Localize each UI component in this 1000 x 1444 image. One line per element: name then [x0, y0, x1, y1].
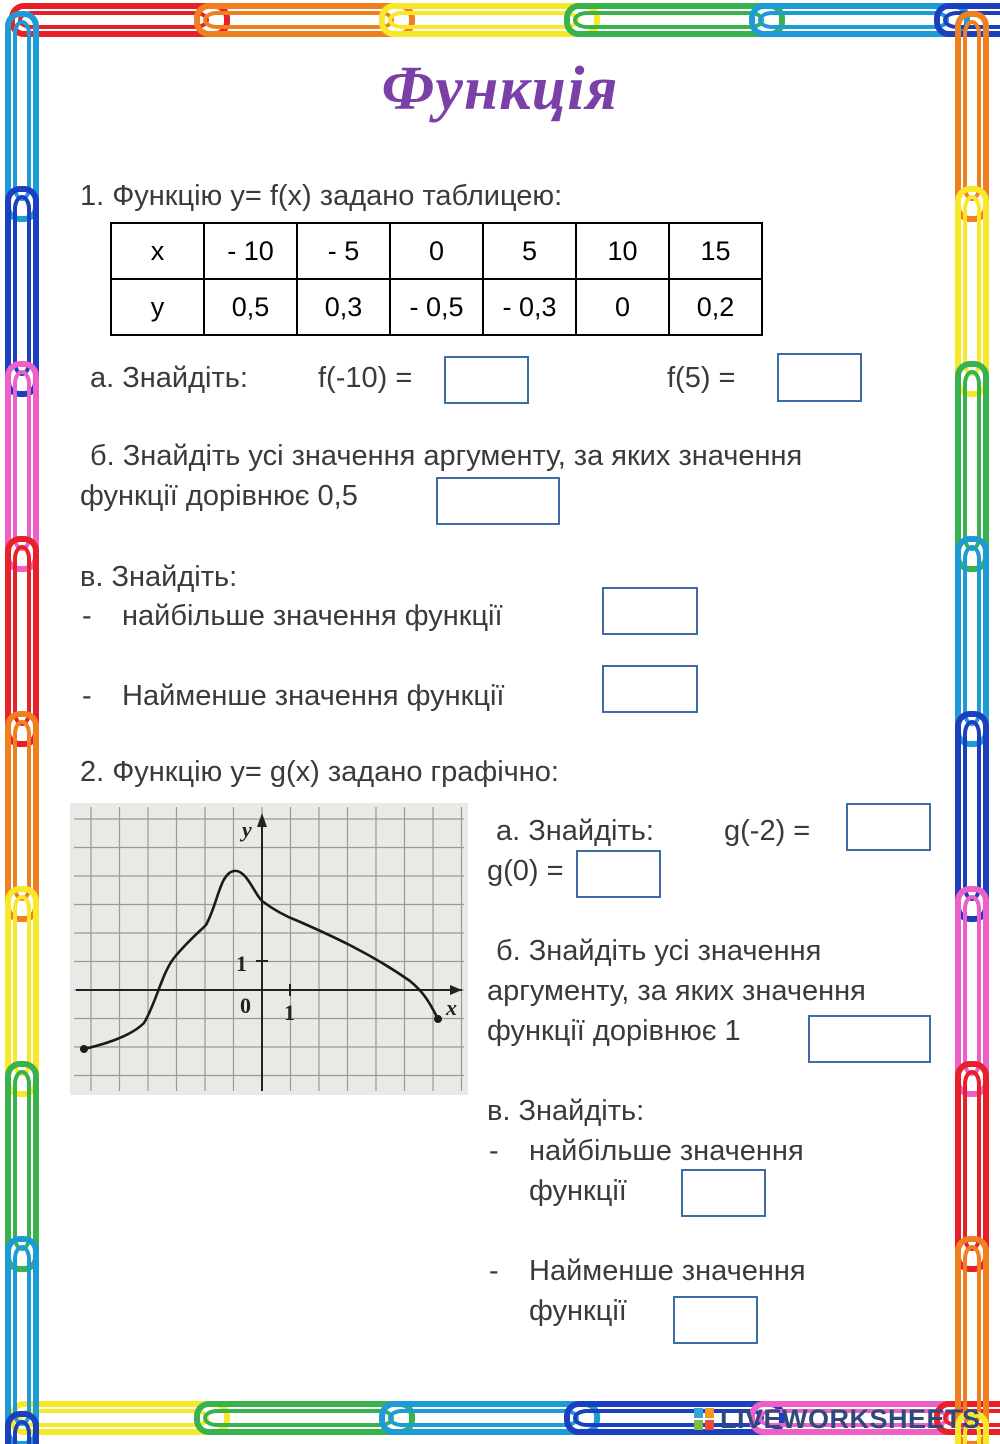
task2-c-min-line2: функції — [529, 1295, 627, 1327]
paperclip — [575, 13, 762, 27]
paperclip — [965, 372, 979, 549]
table-row-y — [111, 279, 762, 335]
dash: - — [489, 1255, 499, 1287]
paperclip — [15, 197, 29, 374]
paperclip — [965, 547, 979, 724]
y-tick-label: 1 — [236, 951, 247, 976]
table-cell: x — [111, 223, 204, 279]
task2-a-g0: g(0) = — [487, 855, 564, 887]
task2-a-label: а. Знайдіть: — [496, 815, 654, 847]
paperclip — [965, 1072, 979, 1249]
task2-c-max-line1: найбільше значення — [529, 1135, 804, 1167]
answer-f-arg-input[interactable] — [436, 477, 560, 525]
page-title: Функція — [381, 55, 619, 123]
task2-b-line3: функції дорівнює 1 — [487, 1015, 741, 1047]
paperclip — [965, 722, 979, 899]
answer-g0-input[interactable] — [576, 850, 661, 898]
task1-b-line2: функції дорівнює 0,5 — [80, 480, 358, 512]
table-cell: - 0,5 — [390, 279, 483, 335]
answer-g-minus2-input[interactable] — [846, 803, 931, 851]
y-axis-label: y — [242, 817, 252, 842]
table-cell: 0,5 — [204, 279, 297, 335]
table-cell: 0 — [390, 223, 483, 279]
paperclip — [390, 1411, 577, 1425]
task1-a-f-minus10: f(-10) = — [318, 362, 413, 394]
x-axis-label: x — [446, 995, 457, 1020]
paperclip — [965, 897, 979, 1074]
answer-g-max-input[interactable] — [681, 1169, 766, 1217]
task2-b-line2: аргументу, за яких значення — [487, 975, 866, 1007]
answer-f5-input[interactable] — [777, 353, 862, 402]
table-cell: 0 — [576, 279, 669, 335]
table-cell: 0,3 — [297, 279, 390, 335]
task2-c-max-line2: функції — [529, 1175, 627, 1207]
dash: - — [489, 1135, 499, 1167]
paperclip — [390, 13, 577, 27]
task2-a-g-minus2: g(-2) = — [724, 815, 811, 847]
function-table — [110, 222, 763, 336]
task1-b-line1: б. Знайдіть усі значення аргументу, за яких значення — [90, 440, 803, 472]
dash: - — [82, 600, 92, 632]
x-tick-label: 1 — [284, 1000, 295, 1025]
table-cell: 0,2 — [669, 279, 762, 335]
task2-c-min-line1: Найменше значення — [529, 1255, 806, 1287]
task1-a-label: а. Знайдіть: — [90, 362, 248, 394]
paperclip — [20, 1411, 207, 1425]
answer-f-min-input[interactable] — [602, 665, 698, 713]
table-cell: 10 — [576, 223, 669, 279]
task1-a-f5: f(5) = — [667, 362, 736, 394]
answer-g-arg-input[interactable] — [808, 1015, 931, 1063]
paperclip — [15, 547, 29, 724]
answer-f-max-input[interactable] — [602, 587, 698, 635]
paperclip — [15, 1072, 29, 1249]
paperclip — [15, 372, 29, 549]
table-cell: y — [111, 279, 204, 335]
task1-c-min: Найменше значення функції — [122, 680, 505, 712]
paperclip — [205, 13, 392, 27]
table-cell: 5 — [483, 223, 576, 279]
answer-g-min-input[interactable] — [673, 1296, 758, 1344]
table-cell: - 10 — [204, 223, 297, 279]
task2-heading: 2. Функцію y= g(x) задано графічно: — [80, 756, 559, 788]
liveworksheets-logo-icon — [694, 1408, 714, 1430]
function-graph-photo — [70, 803, 468, 1095]
function-graph — [70, 803, 468, 1095]
table-row-x — [111, 223, 762, 279]
paperclip — [965, 1247, 979, 1424]
task2-b-line1: б. Знайдіть усі значення — [496, 935, 822, 967]
paperclip — [965, 197, 979, 374]
table-cell: - 5 — [297, 223, 390, 279]
task1-c-label: в. Знайдіть: — [80, 561, 238, 593]
curve-start-point — [80, 1045, 88, 1053]
task1-c-max: найбільше значення функції — [122, 600, 503, 632]
task2-c-label: в. Знайдіть: — [487, 1095, 645, 1127]
curve-end-point — [434, 1015, 442, 1023]
paperclip — [15, 1247, 29, 1424]
table-cell: - 0,3 — [483, 279, 576, 335]
paperclip — [205, 1411, 392, 1425]
paperclip — [760, 13, 947, 27]
paperclip — [15, 897, 29, 1074]
watermark: LIVEWORKSHEETS — [720, 1404, 981, 1434]
paperclip — [20, 13, 207, 27]
origin-label: 0 — [240, 993, 251, 1018]
answer-f-minus10-input[interactable] — [444, 356, 529, 404]
paperclip — [15, 722, 29, 899]
task1-heading: 1. Функцію y= f(x) задано таблицею: — [80, 180, 563, 212]
table-cell: 15 — [669, 223, 762, 279]
dash: - — [82, 680, 92, 712]
